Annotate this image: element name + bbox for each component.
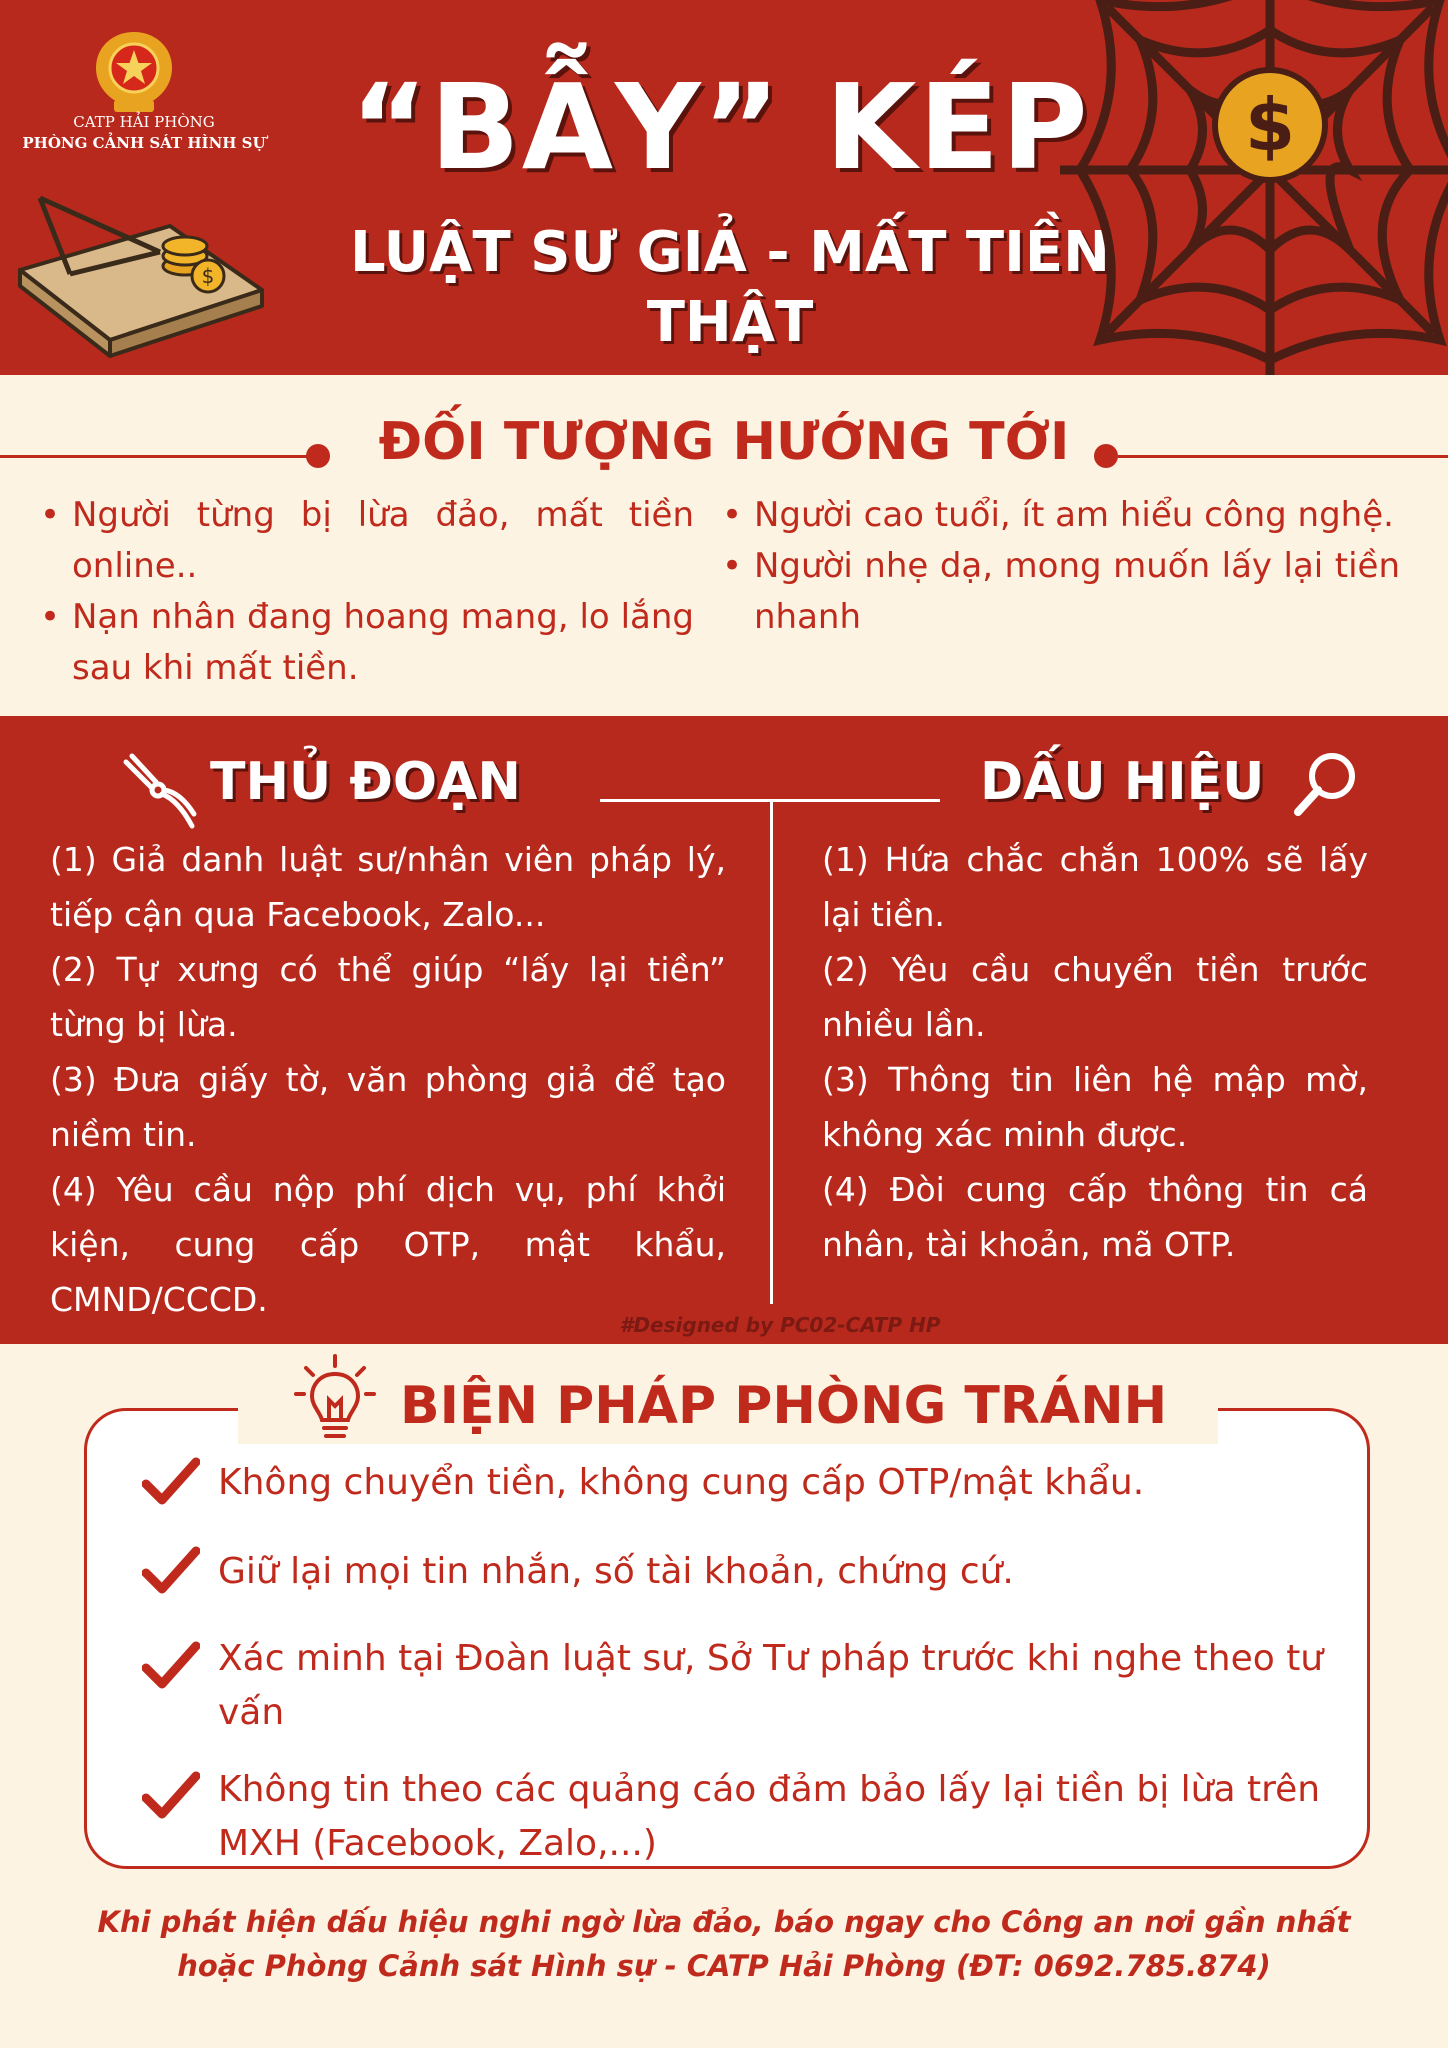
- checkmark-icon: [142, 1545, 200, 1595]
- signs-title: DẤU HIỆU: [980, 752, 1265, 812]
- prevention-item: Không tin theo các quảng cáo đảm bảo lấy lại tiền bị lừa trên MXH (Facebook, Zalo,...): [218, 1769, 1321, 1864]
- prevention-item: Giữ lại mọi tin nhắn, số tài khoản, chứng cứ.: [218, 1551, 1014, 1592]
- target-item: • Người từng bị lừa đảo, mất tiền online..: [38, 490, 694, 592]
- sign-item: (4) Đòi cung cấp thông tin cá nhân, tài khoản, mã OTP.: [822, 1170, 1368, 1264]
- spider-web-dollar-icon: [1060, 0, 1448, 375]
- checkmark-icon: [142, 1640, 200, 1690]
- sign-item: (2) Yêu cầu chuyển tiền trước nhiều lần.: [822, 950, 1368, 1044]
- methods-title: THỦ ĐOẠN: [210, 752, 521, 812]
- main-title: “BẪY” KÉP: [350, 58, 1090, 196]
- designer-credit: #Designed by PC02-CATP HP: [619, 1313, 941, 1337]
- target-rule-left: [0, 455, 318, 458]
- org-line-2: PHÒNG CẢNH SÁT HÌNH SỰ: [22, 134, 266, 152]
- sign-item: (3) Thông tin liên hệ mập mờ, không xác minh được.: [822, 1060, 1368, 1154]
- magnifier-icon: [1290, 748, 1362, 820]
- band-divider-vertical: [770, 799, 773, 1304]
- method-item: (2) Tự xưng có thể giúp “lấy lại tiền” từng bị lừa.: [50, 950, 726, 1044]
- footer-line-2: hoặc Phòng Cảnh sát Hình sự - CATP Hải Phòng (ĐT: 0692.785.874): [177, 1949, 1271, 1983]
- main-subtitle: LUẬT SƯ GIẢ - MẤT TIỀN THẬT: [349, 220, 1111, 355]
- checkmark-icon: [142, 1770, 200, 1820]
- org-line-1: CATP HẢI PHÒNG: [73, 113, 215, 131]
- prevention-title: BIỆN PHÁP PHÒNG TRÁNH: [400, 1376, 1168, 1436]
- method-item: (4) Yêu cầu nộp phí dịch vụ, phí khởi kiện, cung cấp OTP, mật khẩu, CMND/CCCD.: [50, 1170, 726, 1319]
- methods-list: [50, 832, 726, 1327]
- signs-list: [822, 832, 1368, 1272]
- method-item: (1) Giả danh luật sư/nhân viên pháp lý, tiếp cận qua Facebook, Zalo...: [50, 840, 726, 934]
- checkmark-icon: [142, 1456, 200, 1506]
- prevention-item: Không chuyển tiền, không cung cấp OTP/mật khẩu.: [218, 1462, 1145, 1503]
- svg-text:$: $: [201, 264, 215, 288]
- svg-text:$: $: [1244, 83, 1296, 167]
- target-item: • Người cao tuổi, ít am hiểu công nghệ.: [720, 490, 1400, 541]
- police-emblem-icon: [84, 28, 184, 118]
- target-list-right: [720, 490, 1400, 643]
- mousetrap-with-coins-icon: [10, 178, 272, 358]
- lightbulb-icon: [294, 1352, 376, 1448]
- header-banner: [0, 0, 1448, 375]
- target-item: • Nạn nhân đang hoang mang, lo lắng sau khi mất tiền.: [38, 592, 694, 694]
- organization-name: [14, 112, 274, 154]
- sign-item: (1) Hứa chắc chắn 100% sẽ lấy lại tiền.: [822, 840, 1368, 934]
- pliers-icon: [118, 752, 198, 832]
- target-rule-right: [1118, 455, 1448, 458]
- target-section-title: ĐỐI TƯỢNG HƯỚNG TỚI: [378, 412, 1070, 472]
- target-list-left: [38, 490, 694, 694]
- target-item: • Người nhẹ dạ, mong muốn lấy lại tiền nhanh: [720, 541, 1400, 643]
- prevention-item: Xác minh tại Đoàn luật sư, Sở Tư pháp trước khi nghe theo tư vấn: [218, 1638, 1324, 1733]
- footer-line-1: Khi phát hiện dấu hiệu nghi ngờ lừa đảo, báo ngay cho Công an nơi gần nhất: [97, 1905, 1351, 1939]
- method-item: (3) Đưa giấy tờ, văn phòng giả để tạo niềm tin.: [50, 1060, 726, 1154]
- footer-notice: [60, 1900, 1388, 1988]
